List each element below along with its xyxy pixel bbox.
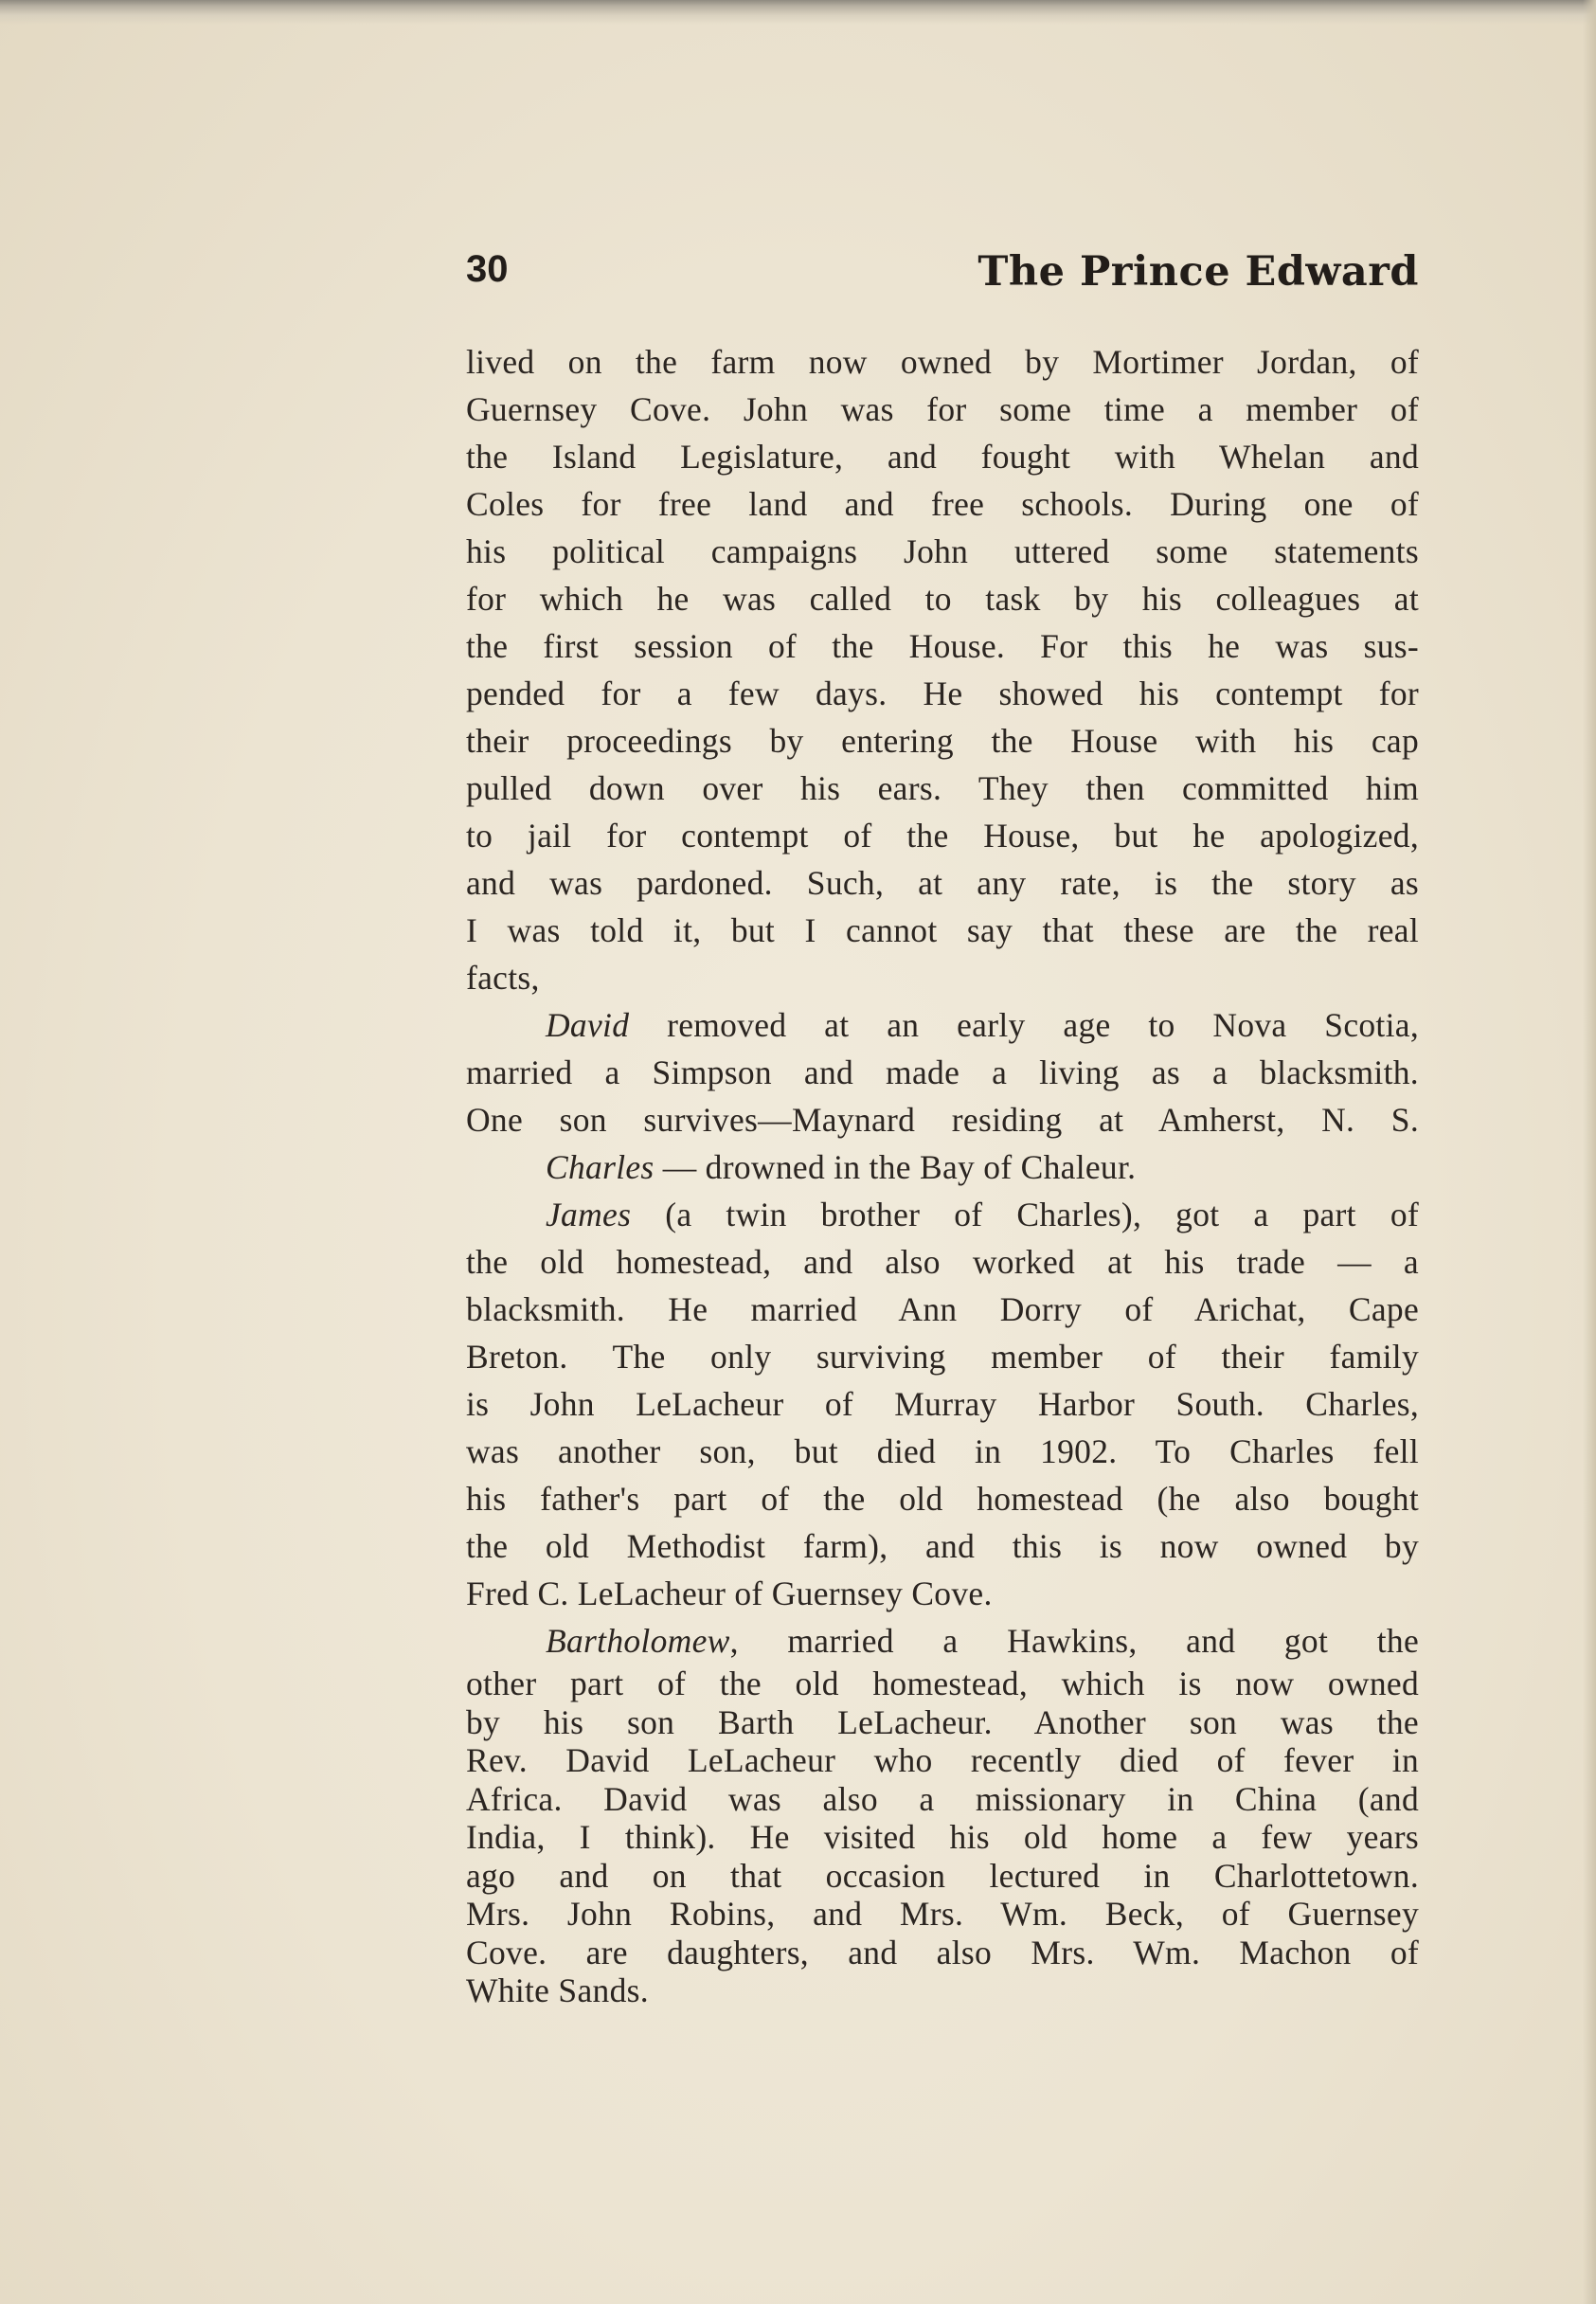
text-line: ago and on that occasion lectured in Charlottetown.	[466, 1856, 1419, 1895]
text-line: blacksmith. He married Ann Dorry of Arichat, Cape	[466, 1290, 1419, 1328]
line-rest: (a twin brother of Charles), got a part of	[631, 1196, 1419, 1233]
page-number: 30	[466, 248, 509, 290]
text-line: is John LeLacheur of Murray Harbor South. Charles,	[466, 1385, 1419, 1423]
text-line: pended for a few days. He showed his contempt for	[466, 675, 1419, 712]
text-line: and was pardoned. Such, at any rate, is the story as	[466, 864, 1419, 902]
name-david: David	[546, 1006, 630, 1044]
page-header	[466, 248, 1419, 305]
paragraph-charles-line	[466, 1143, 1419, 1191]
text-line: was another son, but died in 1902. To Charles fell	[466, 1432, 1419, 1470]
text-line: facts,	[466, 959, 540, 997]
paragraph-bartholomew-first-line	[466, 1617, 1419, 1665]
text-line: by his son Barth LeLacheur. Another son was the	[466, 1702, 1419, 1741]
text-line: Coles for free land and free schools. During one of	[466, 485, 1419, 523]
text-line: the Island Legislature, and fought with Whelan and	[466, 438, 1419, 476]
text-line: Guernsey Cove. John was for some time a member of	[466, 390, 1419, 428]
text-line: the old Methodist farm), and this is now owned by	[466, 1527, 1419, 1565]
body-text	[466, 338, 1419, 2010]
text-line: to jail for contempt of the House, but he apologized,	[466, 817, 1419, 855]
text-line: pulled down over his ears. They then committed him	[466, 769, 1419, 807]
line-rest: — drowned in the Bay of Chaleur.	[654, 1148, 1137, 1186]
text-line: Breton. The only surviving member of their family	[466, 1338, 1419, 1376]
paragraph-james-first-line	[466, 1191, 1419, 1238]
text-line: the first session of the House. For this he was sus-	[466, 627, 1419, 665]
text-line: Fred C. LeLacheur of Guernsey Cove.	[466, 1575, 993, 1612]
line-rest: removed at an early age to Nova Scotia,	[629, 1006, 1419, 1044]
text-line: his father's part of the old homestead (he also bought	[466, 1480, 1419, 1518]
text-line: married a Simpson and made a living as a blacksmith.	[466, 1053, 1419, 1091]
text-line: the old homestead, and also worked at his trade — a	[466, 1243, 1419, 1281]
text-line: for which he was called to task by his colleagues at	[466, 580, 1419, 618]
page-top-shadow	[0, 0, 1596, 25]
text-line: Rev. David LeLacheur who recently died of fever in	[466, 1741, 1419, 1779]
paragraph-david-first-line	[466, 1001, 1419, 1049]
text-line: White Sands.	[466, 1971, 649, 2009]
text-line: India, I think). He visited his old home a few years	[466, 1818, 1419, 1856]
text-line: his political campaigns John uttered some statements	[466, 532, 1419, 570]
text-line: other part of the old homestead, which is now owned	[466, 1665, 1419, 1702]
running-head: The Prince Edward	[977, 248, 1419, 296]
name-james: James	[546, 1196, 632, 1233]
page-right-edge	[1583, 0, 1596, 2304]
text-line: their proceedings by entering the House with his cap	[466, 722, 1419, 760]
line-rest: , married a Hawkins, and got the	[729, 1622, 1419, 1660]
text-line: I was told it, but I cannot say that these are the real	[466, 911, 1419, 949]
name-charles: Charles	[546, 1148, 655, 1186]
text-line: Mrs. John Robins, and Mrs. Wm. Beck, of Guernsey	[466, 1895, 1419, 1933]
text-line: lived on the farm now owned by Mortimer Jordan, of	[466, 343, 1419, 381]
text-line: Cove. are daughters, and also Mrs. Wm. Machon of	[466, 1933, 1419, 1971]
text-line: Africa. David was also a missionary in China (and	[466, 1779, 1419, 1818]
text-line: One son survives—Maynard residing at Amherst, N. S.	[466, 1101, 1419, 1139]
name-bartholomew: Bartholomew	[546, 1622, 730, 1660]
